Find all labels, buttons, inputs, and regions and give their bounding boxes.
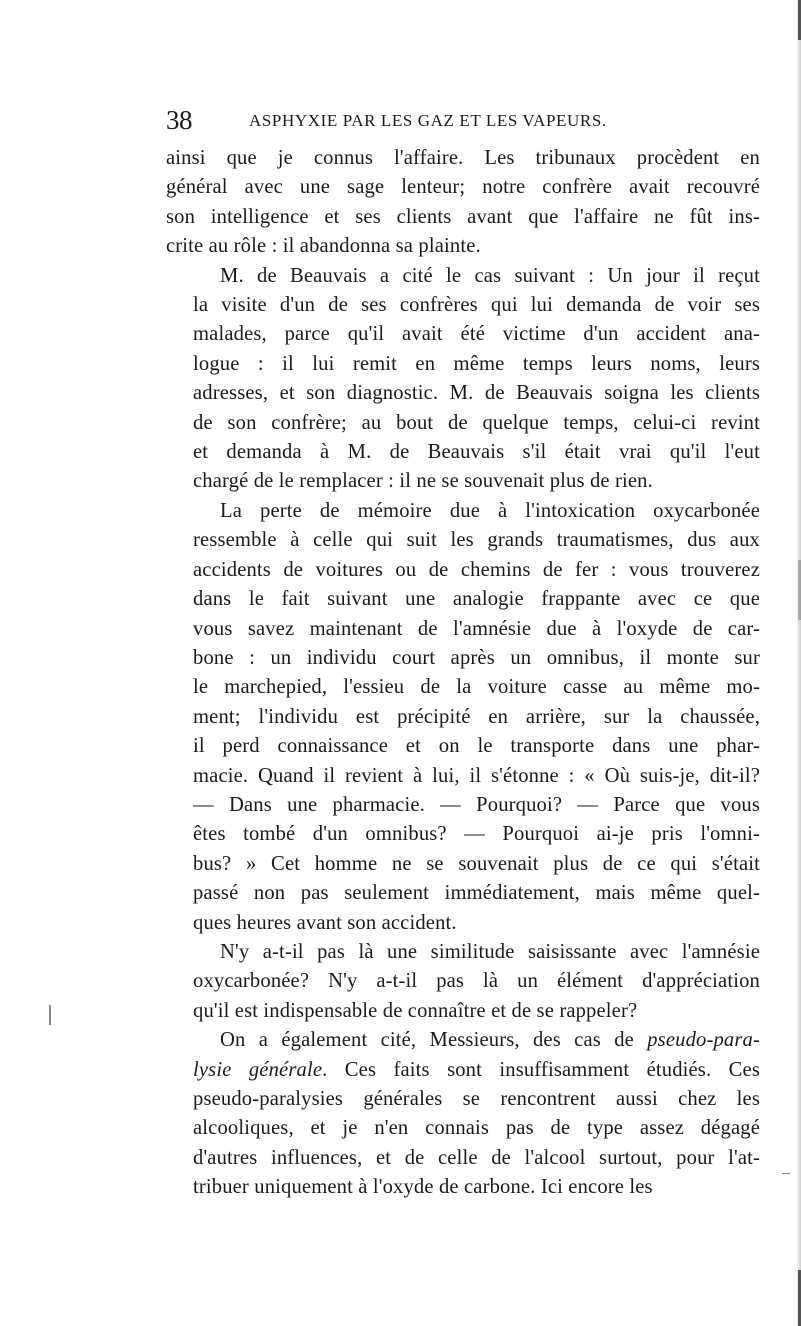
text-line: tribuer uniquement à l'oxyde de carbone. Ici encore les — [193, 1176, 653, 1199]
italic-term: pseudo-para- — [647, 1029, 760, 1052]
text-line: adresses, et son diagnostic. M. de Beauvais soigna les clients — [193, 382, 760, 405]
text-line: la visite d'un de ses confrères qui lui demanda de voir ses — [193, 294, 760, 317]
page-edge-shadow — [797, 0, 801, 1326]
text-line: — Dans une pharmacie. — Pourquoi? — Parce que vous — [193, 793, 760, 816]
page-header — [166, 105, 760, 135]
paragraph — [166, 497, 760, 938]
text-line: alcooliques, et je n'en connais pas de type assez dégagé — [193, 1117, 760, 1140]
margin-mark — [49, 1005, 51, 1025]
page-number: 38 — [166, 105, 192, 135]
text-line: et demanda à M. de Beauvais s'il était vrai qu'il l'eut — [193, 441, 760, 464]
text-line: N'y a-t-il pas là une similitude saisissante avec l'amnésie — [220, 940, 760, 963]
text-line: qu'il est indispensable de connaître et de se rappeler? — [193, 999, 638, 1022]
text-line: bus? » Cet homme ne se souvenait plus de ce qui s'était — [193, 852, 760, 875]
text-line: bone : un individu court après un omnibus, il monte sur — [193, 646, 760, 669]
text-line: ment; l'individu est précipité en arrière, sur la chaussée, — [193, 705, 760, 728]
text-line: dans le fait suivant une analogie frappante avec ce que — [193, 588, 760, 611]
text-line: vous savez maintenant de l'amnésie due à l'oxyde de car- — [193, 617, 760, 640]
text-line: ques heures avant son accident. — [193, 911, 457, 934]
text-line: passé non pas seulement immédiatement, mais même quel- — [193, 882, 760, 905]
text-line: ainsi que je connus l'affaire. Les tribunaux procèdent en — [166, 147, 760, 169]
text-run: On a également cité, Messieurs, des cas de — [220, 1029, 648, 1052]
margin-mark — [782, 1173, 790, 1174]
text-line — [166, 1056, 760, 1085]
text-line: ressemble à celle qui suit les grands traumatismes, dus aux — [193, 529, 760, 552]
italic-term: lysie générale — [193, 1058, 323, 1081]
text-line: chargé de le remplacer : il ne se souvenait plus de rien. — [193, 470, 653, 493]
text-run: . Ces faits sont insuffisamment étudiés. Ces — [322, 1058, 760, 1081]
text-line: macie. Quand il revient à lui, il s'étonne : « Où suis-je, dit-il? — [193, 764, 760, 787]
text-line: oxycarbonée? N'y a-t-il pas là un élément d'appréciation — [193, 970, 760, 993]
text-line: son intelligence et ses clients avant que l'affaire ne fût ins- — [166, 205, 760, 228]
text-line: général avec une sage lenteur; notre confrère avait recouvré — [166, 176, 760, 199]
text-line: d'autres influences, et de celle de l'alcool surtout, pour l'at- — [193, 1146, 760, 1169]
text-line: êtes tombé d'un omnibus? — Pourquoi ai-je pris l'omni- — [193, 823, 760, 846]
paragraph — [166, 1026, 760, 1202]
text-line: pseudo-paralysies générales se rencontrent aussi chez les — [193, 1088, 760, 1110]
text-line: le marchepied, l'essieu de la voiture casse au même mo- — [193, 676, 760, 699]
body-text — [166, 144, 760, 1203]
text-line: La perte de mémoire due à l'intoxication oxycarbonée — [220, 499, 760, 522]
text-line: logue : il lui remit en même temps leurs noms, leurs — [193, 352, 760, 375]
text-line — [166, 1026, 760, 1055]
paragraph — [166, 144, 760, 262]
paragraph — [166, 938, 760, 1026]
paragraph — [166, 262, 760, 497]
text-line: M. de Beauvais a cité le cas suivant : Un jour il reçut — [220, 264, 760, 287]
text-line: il perd connaissance et on le transporte dans une phar- — [193, 735, 760, 758]
running-title: ASPHYXIE PAR LES GAZ ET LES VAPEURS. — [249, 111, 607, 130]
text-line: crite au rôle : il abandonna sa plainte. — [166, 235, 481, 258]
text-line: de son confrère; au bout de quelque temps, celui-ci revint — [193, 411, 760, 434]
text-line: malades, parce qu'il avait été victime d'un accident ana- — [193, 323, 760, 346]
text-line: accidents de voitures ou de chemins de fer : vous trouverez — [193, 558, 760, 581]
